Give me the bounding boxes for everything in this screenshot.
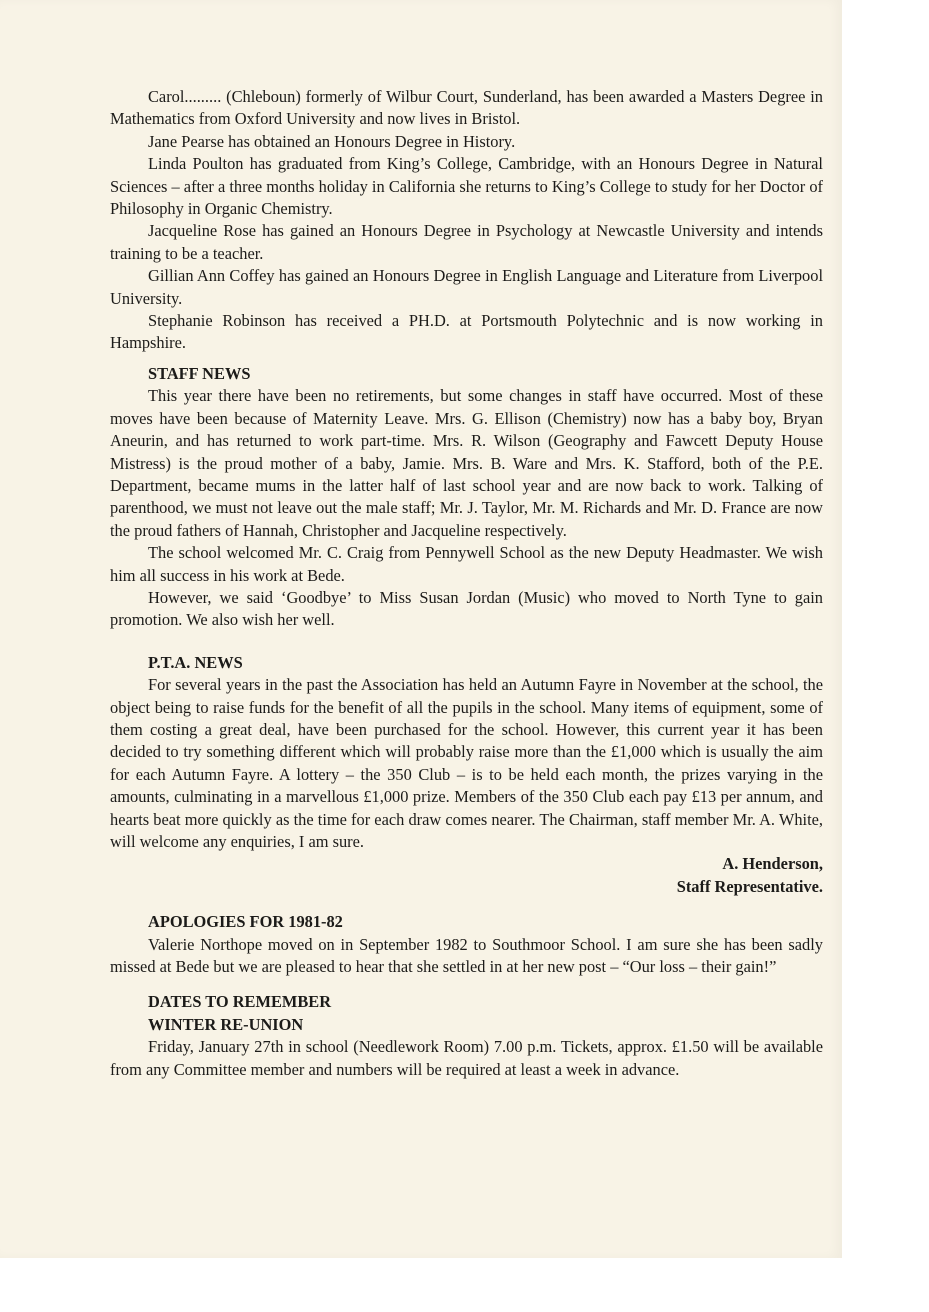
signature-name: A. Henderson,	[722, 854, 823, 874]
graduate-entry: Carol......... (Chleboun) formerly of Wilbur Court, Sunderland, has been awarded a Masters Degree in Mathematics from Oxford University and now lives in Bristol.	[110, 87, 823, 129]
graduate-entry: Gillian Ann Coffey has gained an Honours Degree in English Language and Literature from Liverpool University.	[110, 266, 823, 308]
apologies-heading: APOLOGIES FOR 1981-82	[148, 912, 343, 932]
pta-news-paragraph: For several years in the past the Association has held an Autumn Fayre in November at the school, the object being to raise funds for the benefit of all the pupils in the school. Many items of equipment, some of them costing a great deal, have been purchased for the school. However, this current year it has been decided to try something different which will probably raise more than the £1,000 which is usually the aim for each Autumn Fayre. A lottery – the 350 Club – is to be held each month, the prizes varying in the amounts, culminating in a marvellous £1,000 prize. Members of the 350 Club each pay £13 per annum, and hearts beat more quickly as the time for each draw comes nearer. The Chairman, staff member Mr. A. White, will welcome any enquiries, I am sure.	[110, 675, 823, 851]
pta-news-heading: P.T.A. NEWS	[148, 652, 243, 672]
signature-role: Staff Representative.	[676, 876, 823, 896]
spacer	[110, 355, 823, 363]
graduate-entry: Jane Pearse has obtained an Honours Degree in History.	[148, 131, 516, 151]
apologies-paragraph: Valerie Northope moved on in September 1982 to Southmoor School. I am sure she has been sadly missed at Bede but we are pleased to hear that she settled in at her new post – “Our loss – their gain!”	[110, 934, 823, 977]
staff-news-paragraph: The school welcomed Mr. C. Craig from Pennywell School as the new Deputy Headmaster. We wish him all success in his work at Bede.	[110, 543, 823, 585]
staff-news-paragraph: However, we said ‘Goodbye’ to Miss Susan Jordan (Music) who moved to North Tyne to gain promotion. We also wish her well.	[110, 587, 823, 630]
spacer	[110, 632, 823, 652]
winter-reunion-subheading: WINTER RE-UNION	[148, 1014, 304, 1034]
article-body	[110, 86, 823, 1081]
graduate-entry: Stephanie Robinson has received a PH.D. at Portsmouth Polytechnic and is now working in Hampshire.	[110, 311, 823, 353]
spacer	[110, 898, 823, 911]
dates-heading: DATES TO REMEMBER	[148, 992, 332, 1012]
staff-news-heading: STAFF NEWS	[148, 363, 251, 383]
staff-news-paragraph: This year there have been no retirements, but some changes in staff have occurred. Most of these moves have been because of Maternity Leave. Mrs. G. Ellison (Chemistry) now has a baby boy, Bryan Aneurin, and has returned to work part-time. Mrs. R. Wilson (Geography and Fawcett Deputy House Mistress) is the proud mother of a baby, Jamie. Mrs. B. Ware and Mrs. K. Stafford, both of the P.E. Department, became mums in the latter half of last school year and are now back to work. Talking of parenthood, we must not leave out the male staff; Mr. J. Taylor, Mr. M. Richards and Mr. D. France are now the proud fathers of Hannah, Christopher and Jacqueline respectively.	[110, 386, 823, 540]
graduate-entry: Linda Poulton has graduated from King’s College, Cambridge, with an Honours Degree in Natural Sciences – after a three months holiday in California she returns to King’s College to study for her Doctor of Philosophy in Organic Chemistry.	[110, 154, 823, 219]
dates-paragraph: Friday, January 27th in school (Needlework Room) 7.00 p.m. Tickets, approx. £1.50 will be available from any Committee member and numbers will be required at least a week in advance.	[110, 1037, 823, 1079]
spacer	[110, 978, 823, 991]
graduate-entry: Jacqueline Rose has gained an Honours Degree in Psychology at Newcastle University and intends training to be a teacher.	[110, 221, 823, 263]
